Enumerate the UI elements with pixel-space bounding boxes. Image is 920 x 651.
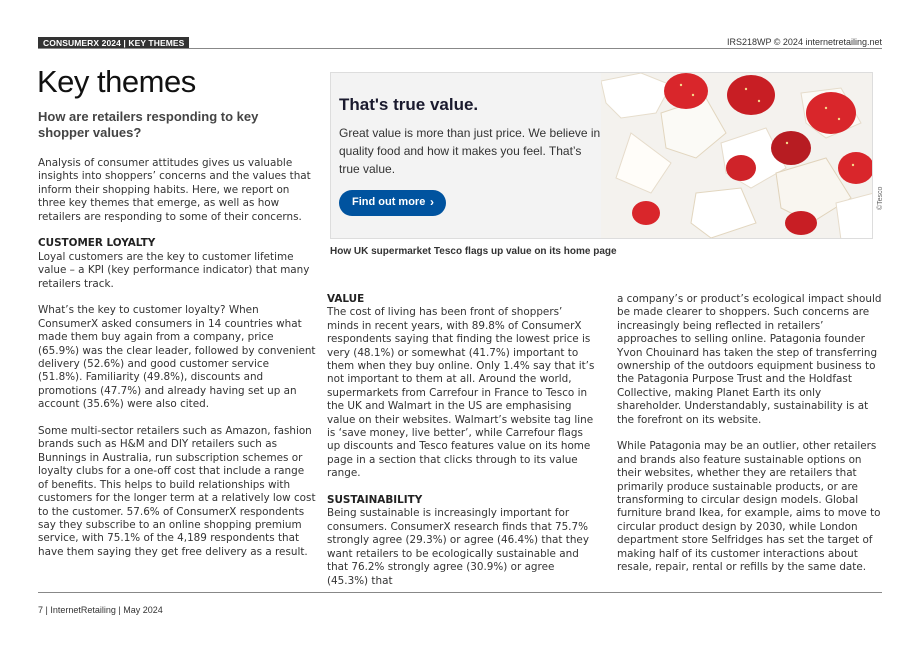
image-caption: How UK supermarket Tesco flags up value on its home page <box>330 246 617 257</box>
publication-reference: IRS218WP © 2024 internetretailing.net <box>726 37 882 47</box>
section-tag: CONSUMERX 2024 | KEY THEMES <box>38 37 189 49</box>
banner-title: That's true value. <box>339 95 479 114</box>
photo-credit: ©Tesco <box>877 186 884 210</box>
loyalty-paragraph-3: Some multi-sector retailers such as Amazon, fashion brands such as H&M and DIY retailers such as Bunnings in Australia, run subscription schemes or loyalty clubs for a one-off cost that include a range of benefits. This helps to build relationships with customers for the longer term at a relatively low cost to the customer. 57.6% of ConsumerX respondents say they subscribe to an online shopping premium service, with 75.1% of the 4,189 respondents that have them saying they get free delivery as a result. <box>38 425 316 558</box>
sustainability-paragraph-1: Being sustainable is increasingly important for consumers. ConsumerX research finds that 75.7% strongly agree (29.3%) or agree (46.4%) that they want retailers to be ecologically sustainable and that 76.2% strongly agree (30.9%) or agree (45.3%) that <box>327 507 589 587</box>
find-out-more-button[interactable] <box>339 190 446 216</box>
page-footer: 7 | InternetRetailing | May 2024 <box>38 605 163 615</box>
strawberry-meringue-photo <box>601 73 873 239</box>
loyalty-paragraph-2: What’s the key to customer loyalty? When ConsumerX asked consumers in 14 countries what made them buy again from a company, price (65.9%) was the clear leader, followed by convenient delivery (52.6%) and good customer service (51.8%). Familiarity (49.8%), discounts and promotions (47.7%) and already having set up an account (35.6%) were also cited. <box>38 304 316 411</box>
column-middle <box>327 293 597 601</box>
sustainability-paragraph-3: While Patagonia may be an outlier, other retailers and brands also feature sustainable options on their websites, whether they are retailers that primarily produce sustainable products, or are transforming to circular design models. Global furniture brand Ikea, for example, aims to move to circular product design by 2030, while London department store Selfridges has set the target of making half of its customer interactions about resale, repair, rental or refills by the same date. <box>617 440 881 574</box>
header-divider <box>38 48 882 49</box>
page-subtitle: How are retailers responding to key shopper values? <box>38 109 259 140</box>
page-title: Key themes <box>37 64 196 99</box>
section-heading-sustainability: SUSTAINABILITY <box>327 494 423 507</box>
value-paragraph: The cost of living has been front of shoppers’ minds in recent years, with 89.8% of ConsumerX respondents saying that finding the lowest price is very (48.1%) or somewhat (41.7%) important to them when they buy online. Only 1.4% say that it’s not important to them at all. Around the world, supermarkets from Carrefour in France to Tesco in the UK and Walmart in the US are emphasising value on their websites. Walmart’s website tag line is ‘save money, live better’, while Carrefour flags up discounts and Tesco features value on its home page in a section that clicks through to its value range. <box>327 306 595 480</box>
column-right <box>617 293 885 588</box>
footer-divider <box>38 592 882 593</box>
sustainability-paragraph-2: a company’s or product’s ecological impact should be made clearer to shoppers. Such concerns are increasingly being reflected in retailers’ approaches to selling online. Patagonia founder Yvon Chouinard has taken the step of transferring ownership of the outdoors equipment business to the Patagonia Purpose Trust and the Holdfast Collective, making Planet Earth its only shareholder. Understandably, sustainability is at the forefront on its website. <box>617 293 882 426</box>
section-heading-loyalty: CUSTOMER LOYALTY <box>38 237 156 250</box>
loyalty-paragraph-1: Loyal customers are the key to customer lifetime value – a KPI (key performance indicator) that many retailers track. <box>38 250 310 290</box>
banner-text-panel <box>331 73 601 238</box>
banner-body: Great value is more than just price. We believe in quality food and how it makes you feel. That’s true value. <box>339 126 601 176</box>
intro-paragraph: Analysis of consumer attitudes gives us valuable insights into shoppers’ concerns and the values that inform their shopping habits. Here, we report on three key themes that emerge, as well as how retailers are responding to some of their concerns. <box>38 157 311 223</box>
chevron-right-icon: › <box>430 195 434 209</box>
column-left <box>38 157 316 573</box>
section-heading-value: VALUE <box>327 293 365 305</box>
find-out-more-label: Find out more <box>352 196 426 208</box>
tesco-banner-image <box>330 72 873 239</box>
